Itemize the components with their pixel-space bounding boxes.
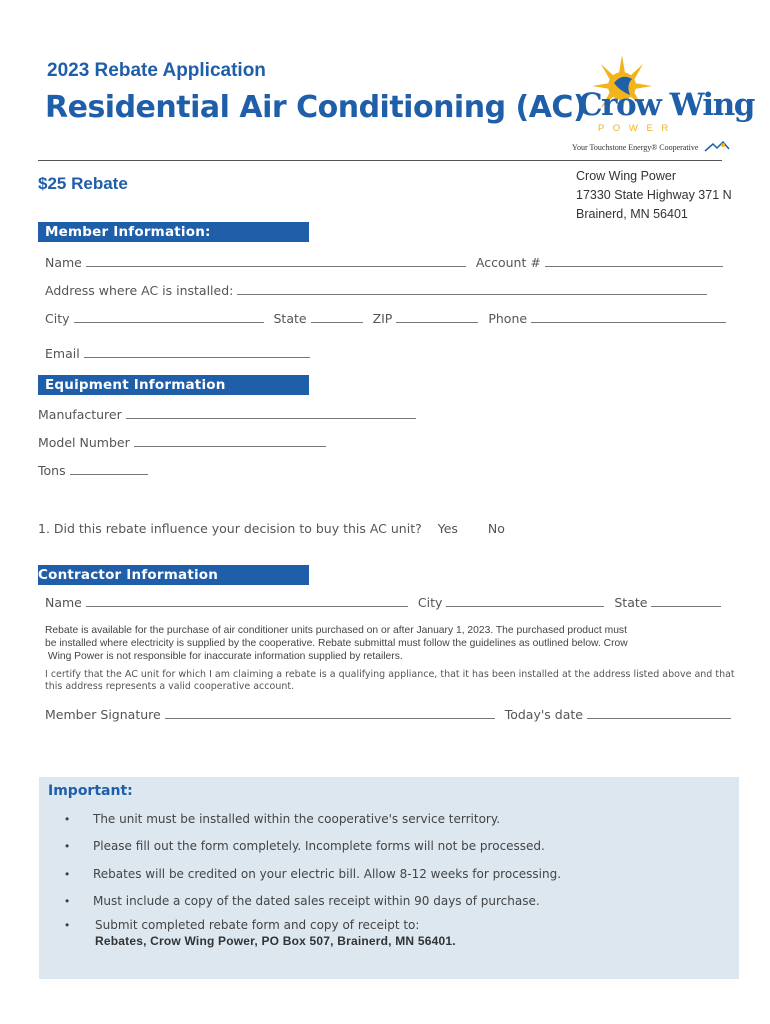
member-signature-label: Member Signature (45, 707, 161, 722)
rebate-amount: $25 Rebate (38, 174, 128, 193)
cooperative-address (576, 167, 732, 224)
header-divider (38, 160, 722, 161)
state-field[interactable] (311, 311, 363, 323)
install-address-row (45, 283, 711, 298)
certification-text (45, 669, 735, 693)
member-name-row (45, 255, 727, 270)
important-item: Rebates will be credited on your electric bill. Allow 8-12 weeks for processing. (93, 867, 562, 881)
city-field[interactable] (74, 311, 264, 323)
member-signature-field[interactable] (165, 707, 495, 719)
rebate-terms-line-2: be installed where electricity is supplied by the cooperative. Rebate submittal must follow the guidelines as outlined below. Crow (45, 638, 628, 649)
address-line-3: Brainerd, MN 56401 (576, 207, 688, 221)
member-section-heading: Member Information: (38, 222, 309, 242)
tons-field[interactable] (70, 463, 148, 475)
state-label: State (273, 311, 307, 326)
contractor-city-label: City (417, 595, 443, 610)
logo-tagline: Your Touchstone Energy® Cooperative (572, 143, 699, 152)
certification-line-1: I certify that the AC unit for which I am claiming a rebate is a qualifying appliance, that it has been installed at the address listed above and that (45, 669, 735, 680)
bullet: • (65, 894, 70, 908)
important-item: Must include a copy of the dated sales receipt within 90 days of purchase. (93, 894, 540, 908)
bullet: • (65, 867, 70, 881)
contractor-state-label: State (614, 595, 648, 610)
crow-wing-logo (572, 55, 754, 160)
contractor-city-field[interactable] (446, 595, 604, 607)
rebate-terms-line-3: Wing Power is not responsible for inaccurate information supplied by retailers. (45, 651, 403, 662)
address-line-2: 17330 State Highway 371 N (576, 188, 732, 202)
city-label: City (45, 311, 70, 326)
tons-row (38, 463, 152, 478)
model-field[interactable] (134, 435, 326, 447)
install-address-label: Address where AC is installed: (45, 283, 234, 298)
phone-field[interactable] (531, 311, 726, 323)
rebate-terms-line-1: Rebate is available for the purchase of air conditioner units purchased on or after January 1, 2023. The purchased product must (45, 625, 627, 636)
address-line-1: Crow Wing Power (576, 169, 677, 183)
date-label: Today's date (504, 707, 583, 722)
important-item: Submit completed rebate form and copy of receipt to: (95, 918, 420, 932)
influence-question-row (38, 521, 505, 536)
contractor-section-heading: Contractor Information (38, 565, 309, 585)
answer-yes[interactable]: Yes (437, 521, 458, 536)
rebate-terms (45, 624, 735, 663)
member-name-field[interactable] (86, 255, 466, 267)
answer-no[interactable]: No (487, 521, 505, 536)
contractor-state-field[interactable] (651, 595, 721, 607)
member-name-label: Name (45, 255, 82, 270)
logo-name: Crow Wing (578, 87, 754, 123)
mailing-address: Rebates, Crow Wing Power, PO Box 507, Brainerd, MN 56401. (95, 934, 456, 948)
account-field[interactable] (545, 255, 723, 267)
contractor-row (45, 595, 725, 610)
zip-label: ZIP (372, 311, 393, 326)
manufacturer-row (38, 407, 420, 422)
model-label: Model Number (38, 435, 130, 450)
manufacturer-label: Manufacturer (38, 407, 122, 422)
contractor-name-field[interactable] (86, 595, 408, 607)
touchstone-logo-icon (703, 141, 731, 153)
certification-line-2: this address represents a valid cooperative account. (45, 681, 295, 692)
bullet: • (65, 839, 70, 853)
manufacturer-field[interactable] (126, 407, 416, 419)
important-item: Please fill out the form completely. Incomplete forms will not be processed. (93, 839, 545, 853)
account-label: Account # (475, 255, 541, 270)
contractor-name-label: Name (45, 595, 82, 610)
bullet: • (65, 918, 70, 932)
city-state-row (45, 311, 730, 326)
form-subtitle: 2023 Rebate Application (47, 60, 266, 81)
email-row (45, 346, 314, 361)
signature-row (45, 707, 735, 722)
zip-field[interactable] (396, 311, 478, 323)
equipment-section-heading: Equipment Information (38, 375, 309, 395)
date-field[interactable] (587, 707, 731, 719)
page-title: Residential Air Conditioning (AC) (45, 90, 587, 125)
install-address-field[interactable] (237, 283, 707, 295)
logo-power: P O W E R (598, 123, 672, 134)
phone-label: Phone (488, 311, 528, 326)
important-heading: Important: (48, 783, 133, 799)
email-label: Email (45, 346, 80, 361)
model-row (38, 435, 330, 450)
influence-question: 1. Did this rebate influence your decision to buy this AC unit? (38, 521, 422, 536)
bullet: • (65, 812, 70, 826)
email-field[interactable] (84, 346, 310, 358)
tons-label: Tons (38, 463, 66, 478)
important-item: The unit must be installed within the cooperative's service territory. (93, 812, 501, 826)
